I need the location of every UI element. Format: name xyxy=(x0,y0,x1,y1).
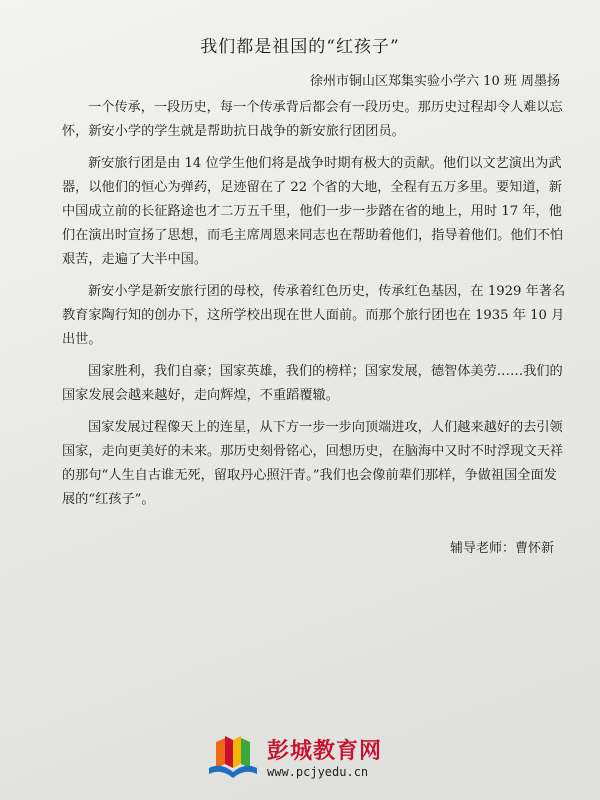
site-url: www.pcjyedu.cn xyxy=(267,765,369,779)
paragraph: 国家胜利，我们自豪；国家英雄，我们的榜样；国家发展，德智体美劳……我们的国家发展会越来越好，走向辉煌，不重蹈覆辙。 xyxy=(62,364,563,403)
paragraph: 一个传承，一段历史，每一个传承背后都会有一段历史。那历史过程却令人难以忘怀，新安小学的学生就是帮助抗日战争的新安旅行团团员。 xyxy=(62,100,563,139)
document-title: 我们都是祖国的“红孩子” xyxy=(200,37,400,57)
book-page-green xyxy=(241,738,250,768)
book-page-red xyxy=(225,736,233,768)
paragraph: 国家发展过程像天上的连星，从下方一步一步向顶端进攻，人们越来越好的去引领国家，走向更美好的未来。那历史刻骨铭心，回想历史，在脑海中又时不时浮现文天祥的那句“人生自古谁无死，留取丹心照汗青。”我们也会像前辈们那样，争做祖国全面发展的“红孩子”。 xyxy=(62,420,564,507)
author-byline: 徐州市铜山区郑集实验小学六 10 班 周墨扬 xyxy=(310,74,560,89)
paragraph: 新安小学是新安旅行团的母校，传承着红色历史，传承红色基因，在 1929 年著名教育家陶行知的创办下，这所学校出现在世人面前。而那个旅行团也在 1935 年 10 月出世。 xyxy=(62,284,566,347)
site-name: 彭城教育网 xyxy=(267,739,383,764)
book-page-orange xyxy=(216,738,225,768)
teacher-credit: 辅导老师：曹怀新 xyxy=(449,541,554,556)
site-watermark xyxy=(205,728,405,788)
open-book-logo-icon xyxy=(205,728,261,784)
book-page-yellow xyxy=(233,736,241,768)
essay-body xyxy=(62,96,568,520)
paragraph: 新安旅行团是由 14 位学生他们将是战争时期有极大的贡献。他们以文艺演出为武器，以他们的恒心为弹药，足迹留在了 22 个省的大地，全程有五万多里。要知道，新中国成立前的长征路途也才二万五千里，他们一步一步踏在省的地上，用时 17 年，他们在演出时宣扬了思想，而毛主席周恩来同志也在帮助着他们，指导着他们。他们不怕艰苦，走遍了大半中国。 xyxy=(62,156,564,267)
